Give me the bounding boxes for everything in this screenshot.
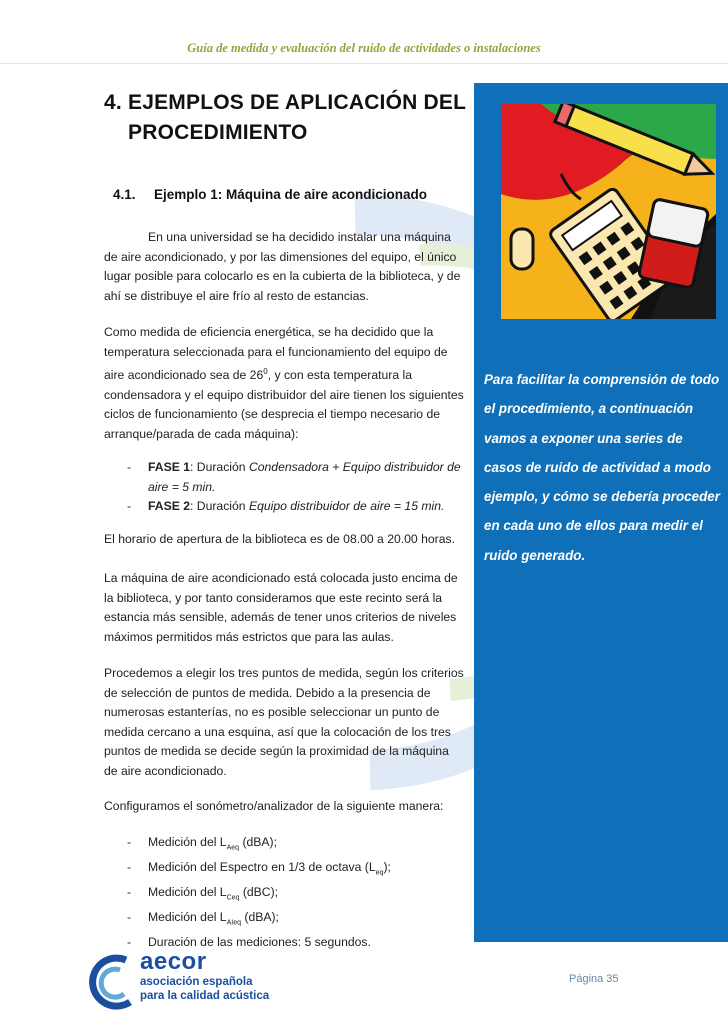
paragraph-3: El horario de apertura de la biblioteca es de 08.00 a 20.00 horas. xyxy=(104,532,455,546)
config-item-5: - Duración de las mediciones: 5 segundos. xyxy=(104,933,464,958)
config-item-1: - Medición del $L_{Aeq}$ (dBA); xyxy=(104,833,464,858)
phase-italic-1: Condensadora + Equipo distribuidor de aire = 5 min. xyxy=(148,460,461,494)
section-number: 4. xyxy=(104,91,122,114)
phase-italic-2: Equipo distribuidor de aire = 15 min. xyxy=(248,499,445,513)
phase-text-2: : Duración xyxy=(190,499,249,513)
paragraph-6: Configuramos el sonómetro/analizador de la siguiente manera: xyxy=(104,799,444,813)
phase-item-1 xyxy=(104,458,464,497)
section-title-line2: PROCEDIMIENTO xyxy=(128,121,308,144)
config-list xyxy=(104,833,464,958)
logo-swirl-icon xyxy=(86,952,138,1012)
paragraph-2-start: Como medida de eficiencia energética, se ha decidido que la temperatura seleccionada para el funcionamiento del equipo de aire acondicionado sea de 26 xyxy=(104,325,448,383)
calculator-pencil-eraser-clipart xyxy=(501,104,716,319)
section-title-line1: EJEMPLOS DE APLICACIÓN DEL xyxy=(128,91,467,114)
section-title xyxy=(104,88,466,148)
config-item-4: - Medición del $L_{AIeq}$ (dBA); xyxy=(104,908,464,933)
logo-subtitle-2: para la calidad acústica xyxy=(140,990,270,1002)
logo-wordmark: aecor xyxy=(140,948,207,975)
phase-label-1: FASE 1 xyxy=(148,460,190,474)
page-number: Página 35 xyxy=(569,973,619,985)
aecor-logo xyxy=(86,948,286,1012)
paragraph-2 xyxy=(104,323,464,444)
header-rule xyxy=(0,63,728,64)
degree-superscript: 0 xyxy=(263,367,268,376)
subsection-title-text: Ejemplo 1: Máquina de aire acondicionado xyxy=(154,187,428,202)
phase-item-2 xyxy=(104,497,464,517)
sidebar-text: Para facilitar la comprensión de todo el procedimiento, a continuación vamos a exponer una series de casos de ruido de actividad a modo ejemplo, y cómo se debería proceder en cada uno de ellos para medir el ruido generado. xyxy=(484,372,720,563)
logo-subtitle-1: asociación española xyxy=(140,976,253,988)
subsection-title xyxy=(113,187,427,202)
phase-list xyxy=(104,458,464,517)
paragraph-4: La máquina de aire acondicionado está colocada justo encima de la biblioteca, y por tanto consideramos que este recinto será la estancia más sensible, además de tener unos criterios de niveles máximos permitidos más estrictos que para las aulas. xyxy=(104,571,458,644)
config-item-3: - Medición del $L_{Ceq}$ (dBC); xyxy=(104,883,464,908)
paragraph-2-end: , y con esta temperatura la condensadora y el equipo distribuidor del aire tienen los siguientes ciclos de funcionamiento (se desprecia el tiempo necesario de arranque/parada de cada máquina): xyxy=(104,368,464,441)
paragraph-5: Procedemos a elegir los tres puntos de medida, según los criterios de selección de puntos de medida. Debido a la presencia de numerosas estanterías, no es posible seleccionar un punto de medida cercano a una esquina, así que la colocación de los tres puntos de medida se decide según la proximidad de la máquina de aire acondicionado. xyxy=(104,666,464,778)
subsection-number: 4.1. xyxy=(113,187,136,202)
running-header: Guía de medida y evaluación del ruido de actividades o instalaciones xyxy=(187,41,541,55)
config-item-2: - Medición del Espectro en 1/3 de octava $(L_{eq})$; xyxy=(104,858,464,883)
phase-text-1: : Duración xyxy=(190,460,249,474)
paragraph-1: En una universidad se ha decidido instalar una máquina de aire acondicionado, y por las dimensiones del equipo, el único lugar posible para colocarlo es en la cubierta de la biblioteca, y de ahí se distribuye el aire frío al resto de estancias. xyxy=(104,230,461,303)
phase-label-2: FASE 2 xyxy=(148,499,190,513)
